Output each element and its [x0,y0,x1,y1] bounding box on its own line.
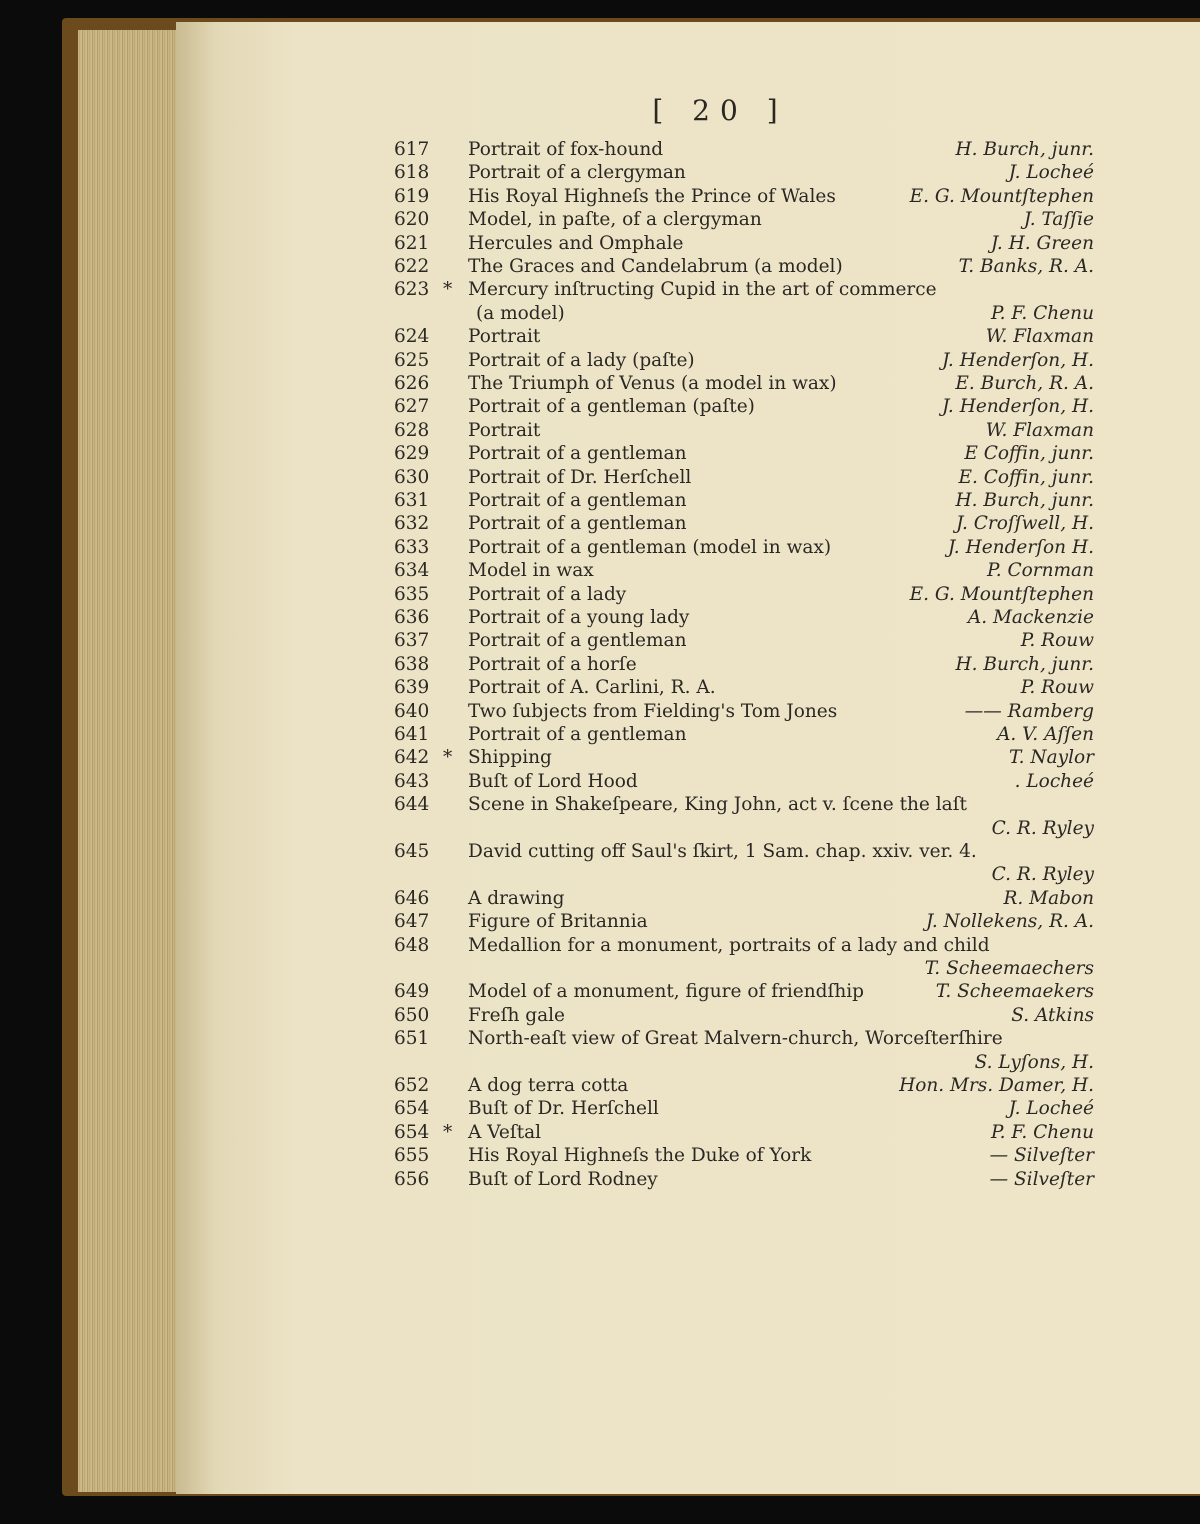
catalogue-entry-continuation [0,1051,1200,1075]
catalogue-entry [0,138,1200,162]
entry-number: 642 [394,747,430,769]
catalogue-entry [0,395,1200,419]
entry-artist: P. F. Chenu [990,302,1094,324]
catalogue-entry [0,536,1200,560]
entry-title: Medallion for a monument, portraits of a lady and child [468,934,990,956]
catalogue-entry [0,1004,1200,1028]
catalogue-entry [0,770,1200,794]
entry-artist: W. Flaxman [985,326,1094,348]
entry-artist: J. Henderſon, H. [941,349,1094,371]
catalogue-entry [0,466,1200,490]
entry-title: Portrait of a gentleman [468,630,687,652]
entry-artist: S. Lyſons, H. [974,1051,1094,1073]
entry-title: Portrait of a gentleman (paſte) [468,396,755,418]
entry-title: Portrait of Dr. Herſchell [468,466,692,488]
entry-number: 647 [394,911,430,933]
catalogue-entry [0,746,1200,770]
catalogue-entry [0,278,1200,302]
entry-title: A dog terra cotta [468,1075,629,1096]
entry-title: Buſt of Lord Rodney [468,1168,658,1190]
catalogue-entry [0,559,1200,583]
entry-artist: J. Locheé [1008,1098,1094,1120]
entry-number: 625 [394,349,430,371]
entry-number: 638 [394,653,430,675]
entry-artist: P. Rouw [1020,677,1094,699]
entry-title: Freſh gale [468,1004,566,1026]
entry-artist: T. Scheemaekers [935,981,1094,1003]
catalogue-entry [0,934,1200,958]
catalogue-entry [0,1121,1200,1145]
entry-title: A Veſtal [468,1121,542,1143]
entry-artist: W. Flaxman [985,419,1094,441]
catalogue-entry [0,208,1200,232]
entry-title: Portrait of a gentleman (model in wax) [468,536,832,558]
entry-title: Portrait of a horſe [468,653,637,675]
catalogue-entry [0,232,1200,256]
entry-title: Portrait of a gentleman [468,724,687,745]
catalogue-entry [0,512,1200,536]
entry-number: 649 [394,981,430,1003]
entry-number: 636 [394,607,430,628]
catalogue-entry [0,583,1200,607]
entry-artist: P. Rouw [1020,630,1094,652]
entry-subtitle: (a model) [476,302,565,324]
entry-artist: C. R. Ryley [991,817,1094,839]
entry-number: 627 [394,396,430,418]
entry-artist: A. Mackenzie [967,607,1094,628]
entry-artist: S. Atkins [1011,1004,1094,1026]
entry-number: 619 [394,185,430,207]
entry-artist: T. Scheemaechers [924,958,1094,979]
entry-artist: E. Coffin, junr. [958,466,1094,488]
entry-number: 639 [394,677,430,699]
entry-artist: —— Ramberg [964,700,1094,722]
entry-number: 641 [394,724,430,745]
entry-artist: J. Taſſie [1023,209,1094,231]
catalogue-entry [0,442,1200,466]
entry-title: Portrait of a gentleman [468,443,687,465]
entry-artist: J. Henderſon H. [947,536,1094,558]
catalogue-entry-continuation [0,302,1200,326]
entry-artist: . Locheé [1014,770,1094,792]
entry-title: Buſt of Dr. Herſchell [468,1098,659,1120]
entry-title: Scene in Shakeſpeare, King John, act v. ſcene the laſt [468,794,967,816]
entry-title: Model in wax [468,560,594,582]
entry-number: 635 [394,583,430,605]
entry-title: Portrait of a gentleman [468,513,687,535]
entry-title: Portrait of a lady (paſte) [468,349,695,371]
entry-number: 633 [394,536,430,558]
catalogue-entry [0,325,1200,349]
entry-number: 654 [394,1121,430,1143]
entry-artist: H. Burch, junr. [955,490,1094,511]
entry-number: 620 [394,209,430,231]
catalogue-entry [0,161,1200,185]
entry-number: 630 [394,466,430,488]
entry-title: A drawing [468,887,565,909]
entry-number: 628 [394,419,430,441]
entry-number: 624 [394,326,430,348]
entry-title: Figure of Britannia [468,911,648,933]
entry-number: 629 [394,443,430,465]
entry-artist: J. Nollekens, R. A. [925,911,1094,933]
catalogue-entry [0,419,1200,443]
entry-title: Two ſubjects from Fielding's Tom Jones [468,700,838,722]
entry-title: Portrait [468,326,541,348]
entry-number: 655 [394,1145,430,1167]
entry-artist: H. Burch, junr. [955,139,1094,160]
entry-title: North-eaſt view of Great Malvern-church, Worceſterſhire [468,1028,1003,1050]
entry-artist: — Silveſter [989,1168,1094,1190]
entry-title: Model of a monument, figure of friendſhip [468,981,865,1003]
catalogue-entry [0,840,1200,864]
entry-artist: C. R. Ryley [991,864,1094,886]
catalogue-entry [0,1074,1200,1098]
entry-number: 623 [394,279,430,301]
entry-title: Portrait of a lady [468,583,627,605]
entry-artist: E. G. Mountſtephen [909,583,1094,605]
entry-title: Portrait of A. Carlini, R. A. [468,677,716,699]
entry-title: His Royal Highneſs the Duke of York [468,1145,812,1167]
catalogue-entry-continuation [0,817,1200,841]
entry-title: Mercury inſtructing Cupid in the art of commerce [468,279,937,301]
catalogue-entry-continuation [0,957,1200,981]
entry-number: 648 [394,934,430,956]
catalogue-entry [0,349,1200,373]
catalogue-entry [0,1027,1200,1051]
entry-number: 644 [394,794,430,816]
entry-number: 646 [394,887,430,909]
catalogue-entry [0,723,1200,747]
entry-number: 621 [394,232,430,254]
entry-artist: J. Croſſwell, H. [956,513,1094,535]
entry-star-mark: * [443,279,453,301]
catalogue-entry [0,793,1200,817]
entry-number: 618 [394,162,430,184]
entry-star-mark: * [443,747,453,769]
catalogue-entry [0,1168,1200,1192]
entry-title: David cutting off Saul's ſkirt, 1 Sam. chap. xxiv. ver. 4. [468,841,977,862]
entry-artist: J. H. Green [990,232,1094,254]
entry-artist: J. Locheé [1008,162,1094,184]
entry-artist: J. Henderſon, H. [941,396,1094,418]
page-number: [ 20 ] [652,94,788,127]
entry-number: 656 [394,1168,430,1190]
catalogue-entry [0,676,1200,700]
entry-artist: E. Burch, R. A. [955,373,1094,394]
catalogue-entry [0,372,1200,396]
entry-title: The Triumph of Venus (a model in wax) [468,373,837,394]
catalogue-entry [0,255,1200,279]
entry-artist: Hon. Mrs. Damer, H. [899,1075,1094,1096]
entry-star-mark: * [443,1121,453,1143]
entry-number: 634 [394,560,430,582]
catalogue-entry [0,1097,1200,1121]
catalogue-entry [0,489,1200,513]
catalogue-entry [0,887,1200,911]
entry-title: Model, in paſte, of a clergyman [468,209,762,231]
entry-artist: E Coffin, junr. [964,443,1094,465]
entry-title: Portrait of a gentleman [468,490,687,511]
entry-title: Portrait of fox-hound [468,139,664,160]
entry-artist: T. Banks, R. A. [958,256,1094,277]
catalogue-entry [0,910,1200,934]
entry-title: Shipping [468,747,552,769]
entry-number: 652 [394,1075,430,1096]
catalogue-entry [0,185,1200,209]
entry-number: 645 [394,841,430,862]
entry-number: 643 [394,770,430,792]
catalogue-entry-continuation [0,863,1200,887]
entry-artist: H. Burch, junr. [955,653,1094,675]
catalogue-entry [0,1144,1200,1168]
entry-number: 640 [394,700,430,722]
entry-title: Portrait [468,419,541,441]
entry-title: Portrait of a young lady [468,607,690,628]
entry-title: His Royal Highneſs the Prince of Wales [468,185,836,207]
entry-number: 654 [394,1098,430,1120]
catalogue-entry [0,980,1200,1004]
entry-artist: P. F. Chenu [990,1121,1094,1143]
entry-number: 651 [394,1028,430,1050]
entry-artist: E. G. Mountſtephen [909,185,1094,207]
catalogue-entry [0,606,1200,630]
entry-number: 617 [394,139,430,160]
entry-title: Hercules and Omphale [468,232,684,254]
catalogue-entry [0,629,1200,653]
entry-title: Portrait of a clergyman [468,162,686,184]
entry-number: 637 [394,630,430,652]
entry-number: 650 [394,1004,430,1026]
entry-artist: — Silveſter [989,1145,1094,1167]
entry-number: 626 [394,373,430,394]
entry-artist: T. Naylor [1009,747,1094,769]
entry-artist: P. Cornman [987,560,1094,582]
entry-artist: A. V. Aſſen [997,724,1094,745]
entry-number: 631 [394,490,430,511]
entry-number: 632 [394,513,430,535]
entry-artist: R. Mabon [1003,887,1094,909]
entry-title: The Graces and Candelabrum (a model) [468,256,843,277]
catalogue-entry [0,700,1200,724]
entry-number: 622 [394,256,430,277]
catalogue-entry [0,653,1200,677]
entry-title: Buſt of Lord Hood [468,770,638,792]
